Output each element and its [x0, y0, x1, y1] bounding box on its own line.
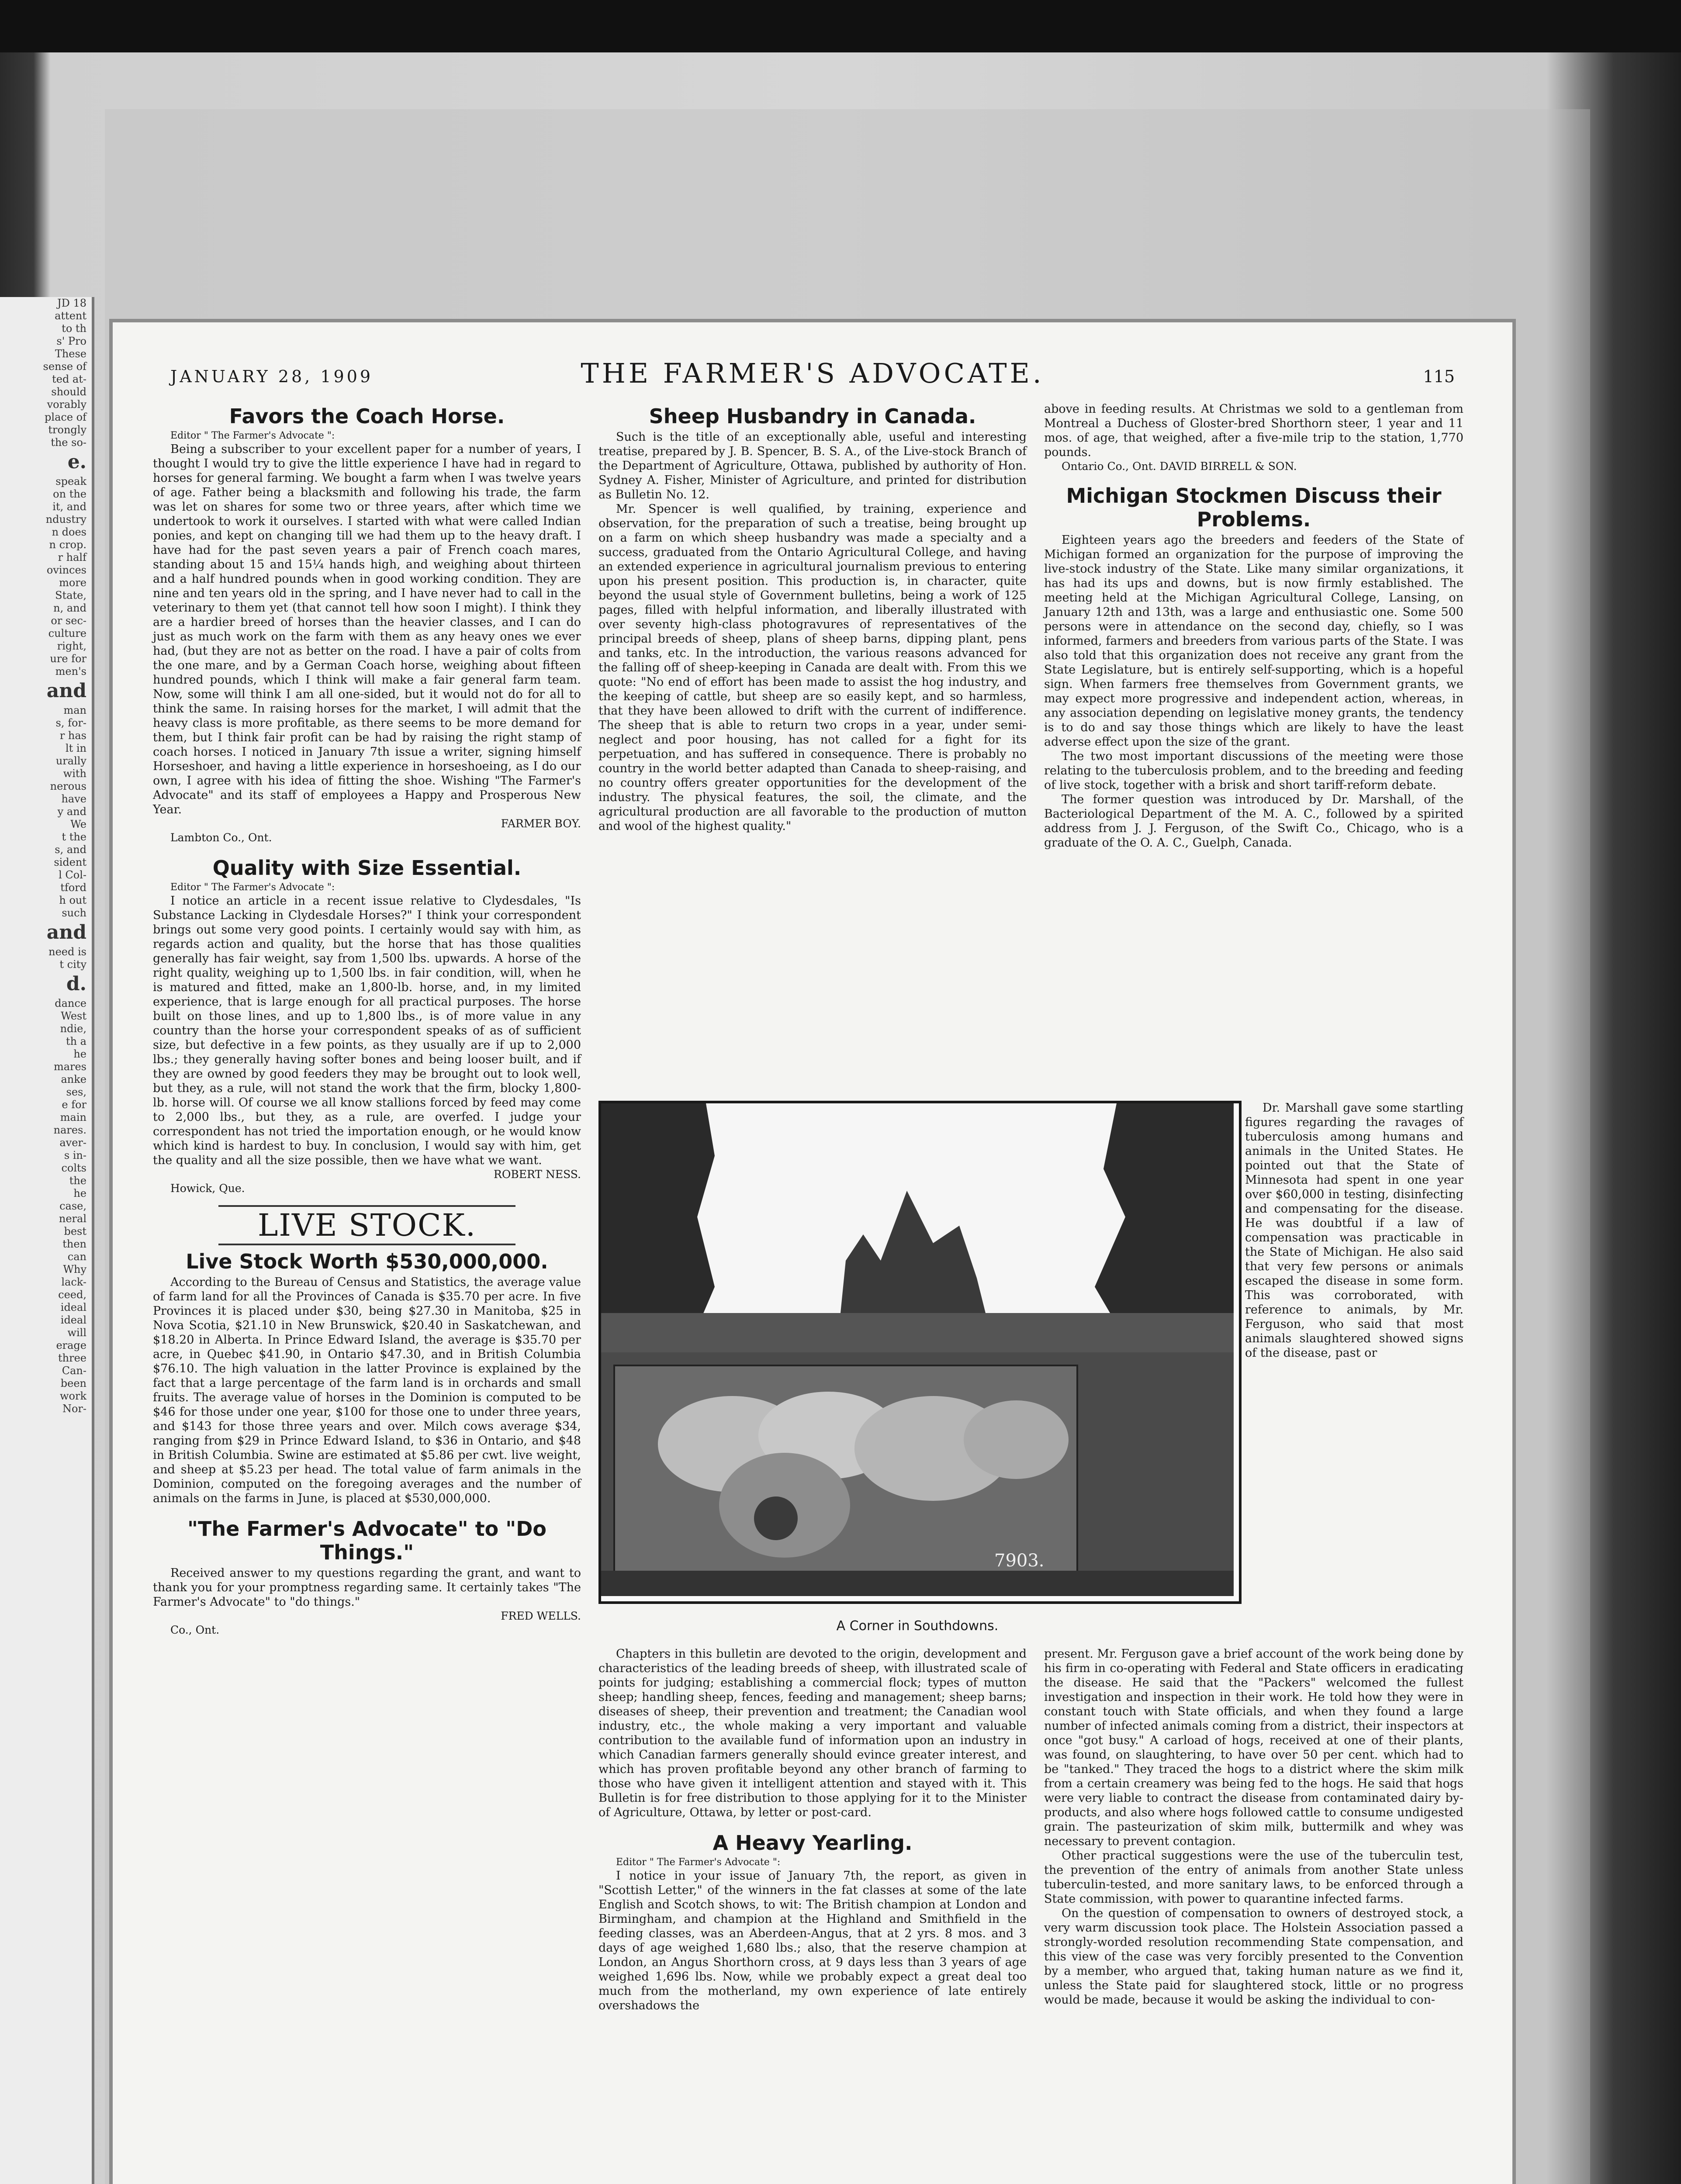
previous-page-line: r half [58, 551, 86, 563]
previous-page-line: West [61, 1010, 86, 1022]
previous-page-line: the so- [51, 436, 86, 449]
previous-page-line: ted at- [52, 373, 86, 385]
previous-page-line: r has [59, 729, 86, 742]
article-body-michigan-2: The two most important discussions of the meeting were those relating to the tuberculosis problem, and to the breeding and feeding of live stock, together with a brisk and short tariff-reform debate. [1044, 750, 1463, 792]
signature: FARMER BOY. [501, 817, 581, 830]
previous-page-line: the [69, 1175, 86, 1187]
article-body-michigan-7: On the question of compensation to owners of destroyed stock, a very warm discussion took place. The Holstein Association passed a strongly-worded resolution recommending State compensation, and this view of the case was very forcibly presented to the Convention by a member, who argued that, taking human nature as we find it, unless the State paid for slaughtered stock, little or no progress would be made, because it would be asking the individual to con- [1044, 1907, 1463, 2007]
previous-page-line: n, and [53, 602, 86, 614]
previous-page-line: s' Pro [56, 335, 86, 347]
signature-place: Lambton Co., Ont. [170, 831, 272, 844]
article-body-michigan-3: The former question was introduced by Dr. Marshall, of the Bacteriological Department of the M. A. C., followed by a spirited address from J. J. Ferguson, of the Swift Co., Chicago, who is a graduate of the O. A. C., Guelph, Canada. [1044, 793, 1463, 850]
article-body-heavy-yearling: I notice in your issue of January 7th, the report, as given in "Scottish Letter," of the winners in the fat classes at some of the late English and Scotch shows, to wit: The British champion at London and Birmingham, and champion at the Highland and Smithfield in the feeding classes, was an Aberdeen-Angus, that at 2 yrs. 8 mos. and 3 days of age weighed 1,680 lbs.; also, that the reserve champion at London, an Angus Shorthorn cross, at 9 days less than 3 years of age weighed 1,696 lbs. Now, while we probably expect a great deal too much from the motherland, my own experience of late entirely overshadows the [598, 1869, 1027, 2012]
previous-page-line: tford [60, 881, 86, 894]
article-title-sheep-husbandry: Sheep Husbandry in Canada. [649, 404, 976, 428]
previous-page-line: ndie, [60, 1023, 86, 1035]
previous-page-line: Can- [62, 1365, 86, 1377]
previous-page-line: y and [57, 805, 86, 818]
previous-page-line: d. [66, 973, 86, 995]
column-3-beside-photo [1245, 1101, 1463, 1360]
article-title-heavy-yearling: A Heavy Yearling. [713, 1831, 913, 1855]
previous-page-line: t city [59, 958, 86, 971]
article-body-coach-horse: Being a subscriber to your excellent paper for a number of years, I thought I would try to give the little experience I have had in regard to horses for general farming. We bought a farm when I was twelve years of age. Father being a blacksmith and following his trade, the farm was let on shares for some two or three years, after which time we undertook to work it ourselves. I started with what were called Indian ponies, and kept on changing till we had them up to the heavy draft. I have had for the past seven years a pair of French coach mares, standing about 15 and 15¼ hands high, and weighing about thirteen and a half hundred pounds when in good working condition. They are nine and ten years old in the spring, and I have never had to call in the veterinary to them yet (that cannot tell how soon I might). I think they are a hardier breed of horses than the heavier classes, and I can do just as much work on the farm with them as any heavy ones we ever had, (but they are not as better on the road. I have a pair of colts from the one mare, and by a German Coach horse, weighing about fifteen hundred pounds, which I think will make a fair general farm team. Now, some will think I am all one-sided, but it would not do for all to think the same. In raising horses for the market, I will admit that the heavy class is more profitable, as there seems to be more demand for them, but I think fair profit can be had by raising the right stamp of coach horses. I noticed in January 7th issue a writer, signing himself Horseshoer, and having a little experience in horseshoeing, as I do our own, I agree with his idea of fitting the shoe. Wishing "The Farmer's Advocate" and its staff of employees a Happy and Prosperous New Year. [153, 442, 581, 816]
page-header [109, 319, 1516, 389]
issue-date: JANUARY 28, 1909 [170, 367, 374, 386]
newspaper-page [109, 319, 1516, 2184]
previous-page-line: vorably [47, 398, 86, 411]
previous-page-line: and [46, 921, 86, 943]
previous-page-line: l Col- [59, 869, 86, 881]
previous-page-line: culture [48, 627, 86, 639]
previous-page-line: State, [55, 589, 86, 601]
previous-page-line: anke [61, 1073, 86, 1085]
previous-page-line: mares [53, 1061, 86, 1073]
photo-southdowns [598, 1101, 1242, 1604]
previous-page-line: th a [66, 1035, 86, 1047]
previous-page-line: such [62, 907, 86, 919]
previous-page-line: can [67, 1251, 86, 1263]
previous-page-line: s in- [64, 1149, 86, 1161]
previous-page-sliver [0, 297, 94, 2184]
previous-page-line: These [55, 348, 86, 360]
previous-page-line: he [73, 1048, 86, 1060]
column-3-lower [1044, 1647, 1463, 2007]
signature-place: Co., Ont. [170, 1624, 220, 1636]
signature: Ontario Co., Ont. DAVID BIRRELL & SON. [1062, 460, 1297, 473]
article-title-livestock-worth: Live Stock Worth $530,000,000. [186, 1250, 548, 1273]
previous-page-line: s, and [55, 843, 86, 856]
signature: ROBERT NESS. [494, 1168, 581, 1181]
previous-page-line: aver- [59, 1137, 86, 1149]
previous-page-line: should [51, 386, 86, 398]
previous-page-line: sident [54, 856, 86, 868]
article-title-do-things: "The Farmer's Advocate" to "Do Things." [187, 1517, 546, 1564]
previous-page-line: ure for [50, 653, 86, 665]
previous-page-line: sense of [43, 360, 86, 373]
column-2-upper [598, 402, 1027, 833]
article-body-michigan-5: present. Mr. Ferguson gave a brief account of the work being done by his firm in co-operating with Federal and State officers in eradicating the disease. He said that the "Packers" welcomed the fullest investigation and inspection in their work. He told how they were in constant touch with State officials, and when they found a large number of infected animals coming from a district, their inspectors at once "got busy." A carload of hogs, received at one of their plants, was found, on slaughtering, to have over 50 per cent. which had to be "tanked." They traced the hogs to a district where the skim milk from a certain creamery was being fed to the hogs. He said that hogs were very liable to contract the disease from contaminated dairy by-products, and also where hogs followed cattle to consume undigested grain. The pasteurization of skim milk, buttermilk and whey was necessary to prevent contagion. [1044, 1647, 1463, 1848]
previous-page-line: lack- [61, 1276, 86, 1288]
article-body-livestock-worth: According to the Bureau of Census and Statistics, the average value of farm land for all the Provinces of Canada is $35.70 per acre. In five Provinces it is placed under $30, being $27.30 in Manitoba, $25 in Nova Scotia, $21.10 in New Brunswick, $20.40 in Saskatchewan, and $18.20 in Alberta. In Prince Edward Island, the average is $35.70 per acre, in Quebec $41.90, in Ontario $47.30, and in British Columbia $76.10. The high valuation in the latter Province is explained by the fact that a large percentage of the farm land is in orchards and small fruits. The average value of horses in the Dominion is computed to be $46 for those under one year, $100 for those one to under three years, and $143 for those three years and over. Milch cows average $34, ranging from $29 in Prince Edward Island, to $36 in Ontario, and $48 in British Columbia. Swine are estimated at $5.86 per cwt. live weight, and sheep at $5.23 per head. The total value of farm animals in the Dominion, computed on the foregoing averages and the number of animals on the farms in June, is placed at $530,000,000. [153, 1275, 581, 1505]
article-body-sheep-2: Mr. Spencer is well qualified, by training, experience and observation, for the preparation of such a treatise, being brought up on a farm on which sheep husbandry was made a specialty and a success, graduated from the Ontario Agricultural College, and having an extended experience in agricultural journalism previous to entering upon his present position. This production is, in character, quite beyond the usual style of Government bulletins, being a work of 125 pages, filled with helpful information, and liberally illustrated with over seventy high-class photogravures of representatives of the principal breeds of sheep, plans of sheep barns, dipping plant, pens and tanks, etc. In the introduction, the various reasons advanced for the falling off of sheep-keeping in Canada are dealt with. From this we quote: "No end of effort has been made to assist the hog industry, and the keeping of cattle, but sheep are so easily kept, and so harmless, that they have been allowed to drift with the current of indifference. The sheep that is able to return two crops in a year, under semi-neglect and poor housing, has not called for a fight for its perpetuation, and has suffered in consequence. There is probably no country in the world better adapted than Canada to sheep-raising, and no country offers greater opportunities for the development of the industry. The physical features, the soil, the climate, and the agricultural production are all favorable to the production of mutton and wool of the highest quality." [598, 502, 1027, 833]
article-body-do-things: Received answer to my questions regarding the grant, and want to thank you for your promptness regarding same. It certainly takes "The Farmer's Advocate" to "do things." [153, 1566, 581, 1609]
previous-page-line: case, [59, 1200, 86, 1212]
article-body-sheep-3: Chapters in this bulletin are devoted to the origin, development and characteristics of the leading breeds of sheep, with illustrated scale of points for judging; establishing a commercial flock; types of mutton sheep; handling sheep, fences, feeding and management; sheep barns; diseases of sheep, their prevention and treatment; the Canadian wool industry, etc., the whole making a very important and valuable contribution to the available fund of information upon an industry in which Canadian farmers generally should evince greater interest, and which has proven profitable beyond any other branch of farming to those who have given it intelligent attention and stayed with it. This Bulletin is for free distribution to those applying for it to the Minister of Agriculture, Ottawa, by letter or post-card. [598, 1647, 1027, 1819]
article-body-yearling-continued: above in feeding results. At Christmas we sold to a gentleman from Montreal a Duchess of Gloster-bred Shorthorn steer, 1 year and 11 mos. of age, that weighed, after a five-mile trip to the station, 1,770 pounds. [1044, 402, 1463, 459]
previous-page-line: with [63, 767, 86, 780]
previous-page-line: dance [55, 997, 86, 1009]
previous-page-line: We [70, 818, 86, 830]
article-body-michigan-6: Other practical suggestions were the use of the tuberculin test, the prevention of the entry of animals from another State unless tuberculin-tested, and more sanitary laws, to be enforced through a State commission, with power to quarantine infected farms. [1044, 1849, 1463, 1906]
previous-page-line: three [58, 1352, 86, 1364]
previous-page-line: n crop. [49, 539, 86, 551]
previous-page-line: colts [61, 1162, 86, 1174]
previous-page-line: then [62, 1238, 86, 1250]
previous-page-line: main [60, 1111, 86, 1123]
article-body-michigan-1: Eighteen years ago the breeders and feeders of the State of Michigan formed an organization for the purpose of improving the live-stock industry of the State. Like many similar organizations, it has had its ups and downs, but is now firmly established. The meeting held at the Michigan Agricultural College, Lansing, on January 12th and 13th, was a large and enthusiastic one. Some 500 persons were in attendance on the second day, chiefly, so I was informed, farmers and breeders from various parts of the State. I was also told that this organization does not receive any grant from the State Legislature, but is entirely self-supporting, which is a hopeful sign. When farmers free themselves from Government grants, we may expect more progressive and independent action, whereas, in any association depending on legislative money grants, the tendency is to do and say those things which are likely to have the least adverse effect upon the size of the grant. [1044, 533, 1463, 749]
previous-page-line: been [60, 1377, 86, 1389]
editor-line: Editor " The Farmer's Advocate ": [616, 1857, 781, 1868]
previous-page-line: will [67, 1327, 86, 1339]
previous-page-line: Nor- [62, 1403, 86, 1415]
previous-page-line: best [64, 1225, 86, 1237]
previous-page-line: ovinces [46, 564, 86, 576]
previous-page-line: work [59, 1390, 86, 1402]
signature: FRED WELLS. [501, 1610, 581, 1622]
article-title-michigan-stockmen: Michigan Stockmen Discuss their Problems. [1066, 484, 1442, 531]
previous-page-line: nares. [53, 1124, 86, 1136]
previous-page-line: e. [67, 451, 86, 473]
editor-line: Editor " The Farmer's Advocate ": [170, 882, 335, 893]
article-title-quality-size: Quality with Size Essential. [212, 856, 522, 880]
photo-caption: A Corner in Southdowns. [836, 1618, 999, 1634]
previous-page-line: Why [63, 1263, 86, 1275]
editor-line: Editor " The Farmer's Advocate ": [170, 430, 335, 441]
previous-page-line: h out [59, 894, 86, 906]
section-banner-live-stock: LIVE STOCK. [218, 1205, 515, 1245]
previous-page-line: s, for- [55, 717, 86, 729]
previous-page-line: man [63, 704, 86, 716]
photo-image [601, 1103, 1234, 1596]
previous-page-line: lt in [65, 742, 86, 754]
previous-page-line: place of [45, 411, 86, 423]
previous-page-line: attent [55, 310, 86, 322]
previous-page-line: neral [59, 1213, 86, 1225]
previous-page-line: and [46, 680, 86, 702]
film-top-border [0, 0, 1681, 52]
article-title-coach-horse: Favors the Coach Horse. [229, 404, 505, 428]
previous-page-line: ideal [60, 1314, 86, 1326]
article-body-quality-size: I notice an article in a recent issue relative to Clydesdales, "Is Substance Lacking in Clydesdale Horses?" I think your correspondent brings out some very good points. I certainly would say with him, as regards action and quality, but the horse that has those qualities generally has fair weight, say from 1,500 lbs. upwards. A horse of the right quality, weighing up to 1,500 lbs. in fair condition, will, when he is matured and fitted, make an 1,800-lb. horse, and, in my limited experience, that is large enough for all practical purposes. The horse built on those lines, and up to 1,800 lbs., is of more value in any country than the horse your correspondent speaks of as of sufficient size, but defective in a few points, as they usually are if up to 2,000 lbs.; they generally having softer bones and being looser built, and if they are owned by good feeders they may be brought out to look well, but they, as a rule, will not stand the work that the firm, blocky 1,800-lb. horse will. Of course we all know stallions forced by feed may come to 2,000 lbs., but they, as a rule, are overfed. I judge your correspondent has not tried the importation enough, or he would know which kind is hardest to buy. In conclusion, I would say with him, get the quality and all the size possible, then we have what we want. [153, 894, 581, 1167]
previous-page-line: JD 18 [57, 297, 86, 309]
previous-page-line: have [61, 793, 86, 805]
masthead-title: THE FARMER'S ADVOCATE. [581, 357, 1045, 389]
article-body-michigan-4: Dr. Marshall gave some startling figures regarding the ravages of tuberculosis among humans and animals in the United States. He pointed out that the State of Minnesota had spent in one year over $60,000 in testing, disinfecting and compensating for the disease. He was doubtful if a law of compensation was practicable in the State of Michigan. He also said that very few persons or animals escaped the disease in some form. This was corroborated, with reference to animals, by Mr. Ferguson, who said that most animals slaughtered showed signs of the disease, past or [1245, 1101, 1463, 1360]
column-2-lower [598, 1647, 1027, 2013]
previous-page-line: ses, [66, 1086, 86, 1098]
previous-page-line: nerous [50, 780, 86, 792]
previous-page-line: to th [62, 322, 86, 335]
previous-page-line: on the [53, 488, 86, 500]
previous-page-line: ndustry [45, 513, 86, 525]
previous-page-line: more [59, 577, 86, 589]
article-body-sheep-1: Such is the title of an exceptionally able, useful and interesting treatise, prepared by J. B. Spencer, B. S. A., of the Live-stock Branch of the Department of Agriculture, Ottawa, published by authority of Hon. Sydney A. Fisher, Minister of Agriculture, and printed for distribution as Bulletin No. 12. [598, 430, 1027, 501]
previous-page-line: urally [55, 755, 86, 767]
previous-page-line: men's [55, 665, 86, 677]
previous-page-line: n does [52, 526, 86, 538]
previous-page-line: he [73, 1187, 86, 1199]
previous-page-line: need is [48, 946, 86, 958]
previous-page-line: erage [56, 1339, 86, 1351]
previous-page-line: e for [62, 1099, 86, 1111]
previous-page-line: or sec- [51, 615, 86, 627]
previous-page-line: trongly [48, 424, 86, 436]
photo-plate-number: 7903. [994, 1551, 1045, 1571]
page-number: 115 [1423, 367, 1455, 386]
previous-page-line: right, [57, 640, 86, 652]
previous-page-line: it, and [52, 501, 86, 513]
previous-page-line: ideal [60, 1301, 86, 1313]
column-1 [153, 402, 581, 1637]
previous-page-line: speak [55, 475, 86, 487]
column-3-upper [1044, 402, 1463, 850]
signature-place: Howick, Que. [170, 1182, 245, 1195]
previous-page-line: t the [62, 831, 86, 843]
previous-page-line: ceed, [58, 1289, 86, 1301]
